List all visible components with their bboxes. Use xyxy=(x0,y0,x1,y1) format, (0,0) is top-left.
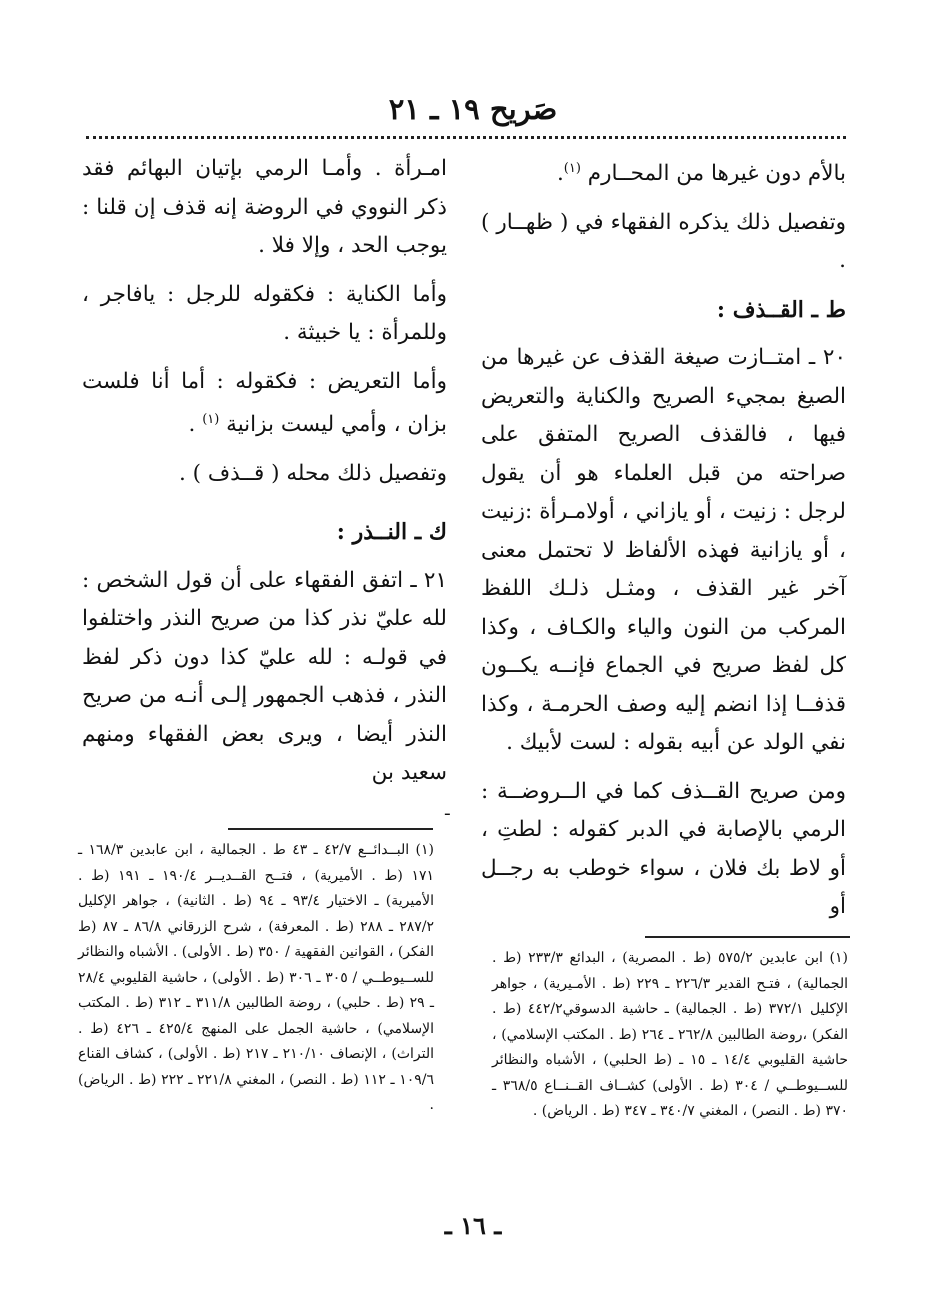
footnote-text: (١) البــدائــع ٤٢/٧ ـ ٤٣ ط . الجمالية ، ابن عابدين ١٦٨/٣ ـ ١٧١ (ط . الأميرية) ، فتــح القــديــر ١٩٠/٤ ـ ١٩١ (ط . الأميرية) ـ الاختيار ٩٣/٤ ـ ٩٤ (ط . الثانية) ، جواهر الإكليل ٢٨٧/٢ ـ ٢٨٨ (ط . المعرفة) ، شرح الزرقاني ٨٦/٨ ـ ٨٧ (ط الفكر) ، القوانين الفقهية / ٣٥٠ (ط . الأولى) . الأشباه والنظائر للســيوطــي / ٣٠٥ ـ ٣٠٦ (ط . الأولى) ، حاشية القليوبي ٢٨/٤ ـ ٢٩ (ط . حلبي) ، روضة الطالبين ٣١١/٨ ـ ٣١٢ (ط . المكتب الإسلامي) ، حاشية الجمل على المنهج ٤٢٥/٤ ـ ٤٢٦ (ط . التراث) ، الإنصاف ٢١٠/١٠ ـ ٢١٧ (ط . الأولى) ، كشاف القناع ١٠٩/٦ ـ ١١٢ (ط . النصر) ، المغني ٢٢١/٨ ـ ٢٢٢ (ط . الرياض) . xyxy=(78,842,435,1113)
header-divider xyxy=(86,136,846,139)
right-column xyxy=(481,150,846,937)
footnotes-left xyxy=(78,838,434,1119)
paragraph: ومن صريح القــذف كما في الــروضــة : الرمي بالإصابة في الدبر كقوله : لطتِ ، أو لاط بك فلان ، سواء خوطب به رجــل أو xyxy=(481,778,846,920)
footnotes-right xyxy=(492,946,848,1125)
paragraph: وتفصيل ذلك يذكره الفقهاء في ( ظهــار ) . xyxy=(481,209,846,274)
left-column xyxy=(82,150,447,803)
paragraph: امـرأة . وأمـا الرمي بإتيان البهائم فقد ذكر النووي في الروضة إنه قذف إن قلنا : يوجب الحد ، وإلا فلا . xyxy=(82,156,447,258)
page-title: صَريح ١٩ ـ ٢١ xyxy=(388,92,558,126)
paragraph: وأما التعريض : فكقوله : أما أنا فلست بزان ، وأمي ليست بزانية $^{(١)}$ . xyxy=(82,368,447,438)
paragraph: بالأم دون غيرها من المحــارم $^{(١)}$. xyxy=(556,161,846,187)
paragraph: وتفصيل ذلك محله ( قــذف ) . xyxy=(178,460,447,486)
footnote-text: (١) ابن عابدين ٥٧٥/٢ (ط . المصرية) ، البدائع ٢٣٣/٣ (ط . الجمالية) ، فتـح القدير ٢٢٦/٣ ـ ٢٢٩ (ط . الأمـيرية) ، جواهر الإكليل ٣٧٢/١ (ط . الجمالية) ـ حاشية الدسوقي٤٤٢/٢ (ط . الفكر) ،روضة الطالبين ٢٦٢/٨ ـ ٢٦٤ (ط . المكتب الإسلامي) ، حاشية القليوبي ١٤/٤ ـ ١٥ ـ (ط الحلبي) ، الأشباه والنظائر للســيوطــي / ٣٠٤ (ط . الأولى) كشــاف القــنــاع ٣٦٨/٥ ـ ٣٧٠ (ط . النصر) ، المغني ٣٤٠/٧ ـ ٣٤٧ (ط . الرياض) . xyxy=(492,950,848,1119)
footnote-rule-left xyxy=(228,828,433,830)
footnote-rule-right xyxy=(645,936,850,938)
section-heading-nadhr: ك ـ النــذر : xyxy=(336,519,447,546)
paragraph: ٢١ ـ اتفق الفقهاء على أن قول الشخص : لله عليّ نذر كذا من صريح النذر واختلفوا في قولـه : لله عليّ كذا دون ذكر لفظ النذر ، فذهب الجمهور إلـى أنـه من صريح النذر أيضا ، ويرى بعض الفقهاء ومنهم سعيد بن xyxy=(82,567,447,786)
footnote-marker[interactable]: (١) xyxy=(202,412,220,427)
page-number: ـ ١٦ ـ xyxy=(444,1211,502,1240)
footnote-marker[interactable]: (١) xyxy=(563,161,581,176)
stray-mark: ـ xyxy=(445,800,450,819)
paragraph: وأما الكناية : فكقوله للرجل : يافاجر ، وللمرأة : يا خبيثة . xyxy=(82,281,447,345)
paragraph: ٢٠ ـ امتــازت صيغة القذف عن غيرها من الصيغ بمجيء الصريح والكناية والتعريض فيها ، فالقذف الصريح المتفق على صراحته من قبل العلماء هو أن يقول لرجل : زنيت ، أو يازاني ، أولامـرأة :زنيت ، أو يازانية فهذه الألفاظ لا تحتمل معنى آخر غير القذف ، ومثـل ذلـك اللفظ المركب من النون والياء والكـاف ، وكذا كل لفظ صريح في الجماع فإنــه يكــون قذفــا إذا انضم إليه وصف الحرمـة ، وكذا نفي الولد عن أبيه بقوله : لست لأبيك . xyxy=(481,345,846,756)
section-heading-qadhf: ط ـ القــذف : xyxy=(716,296,846,323)
